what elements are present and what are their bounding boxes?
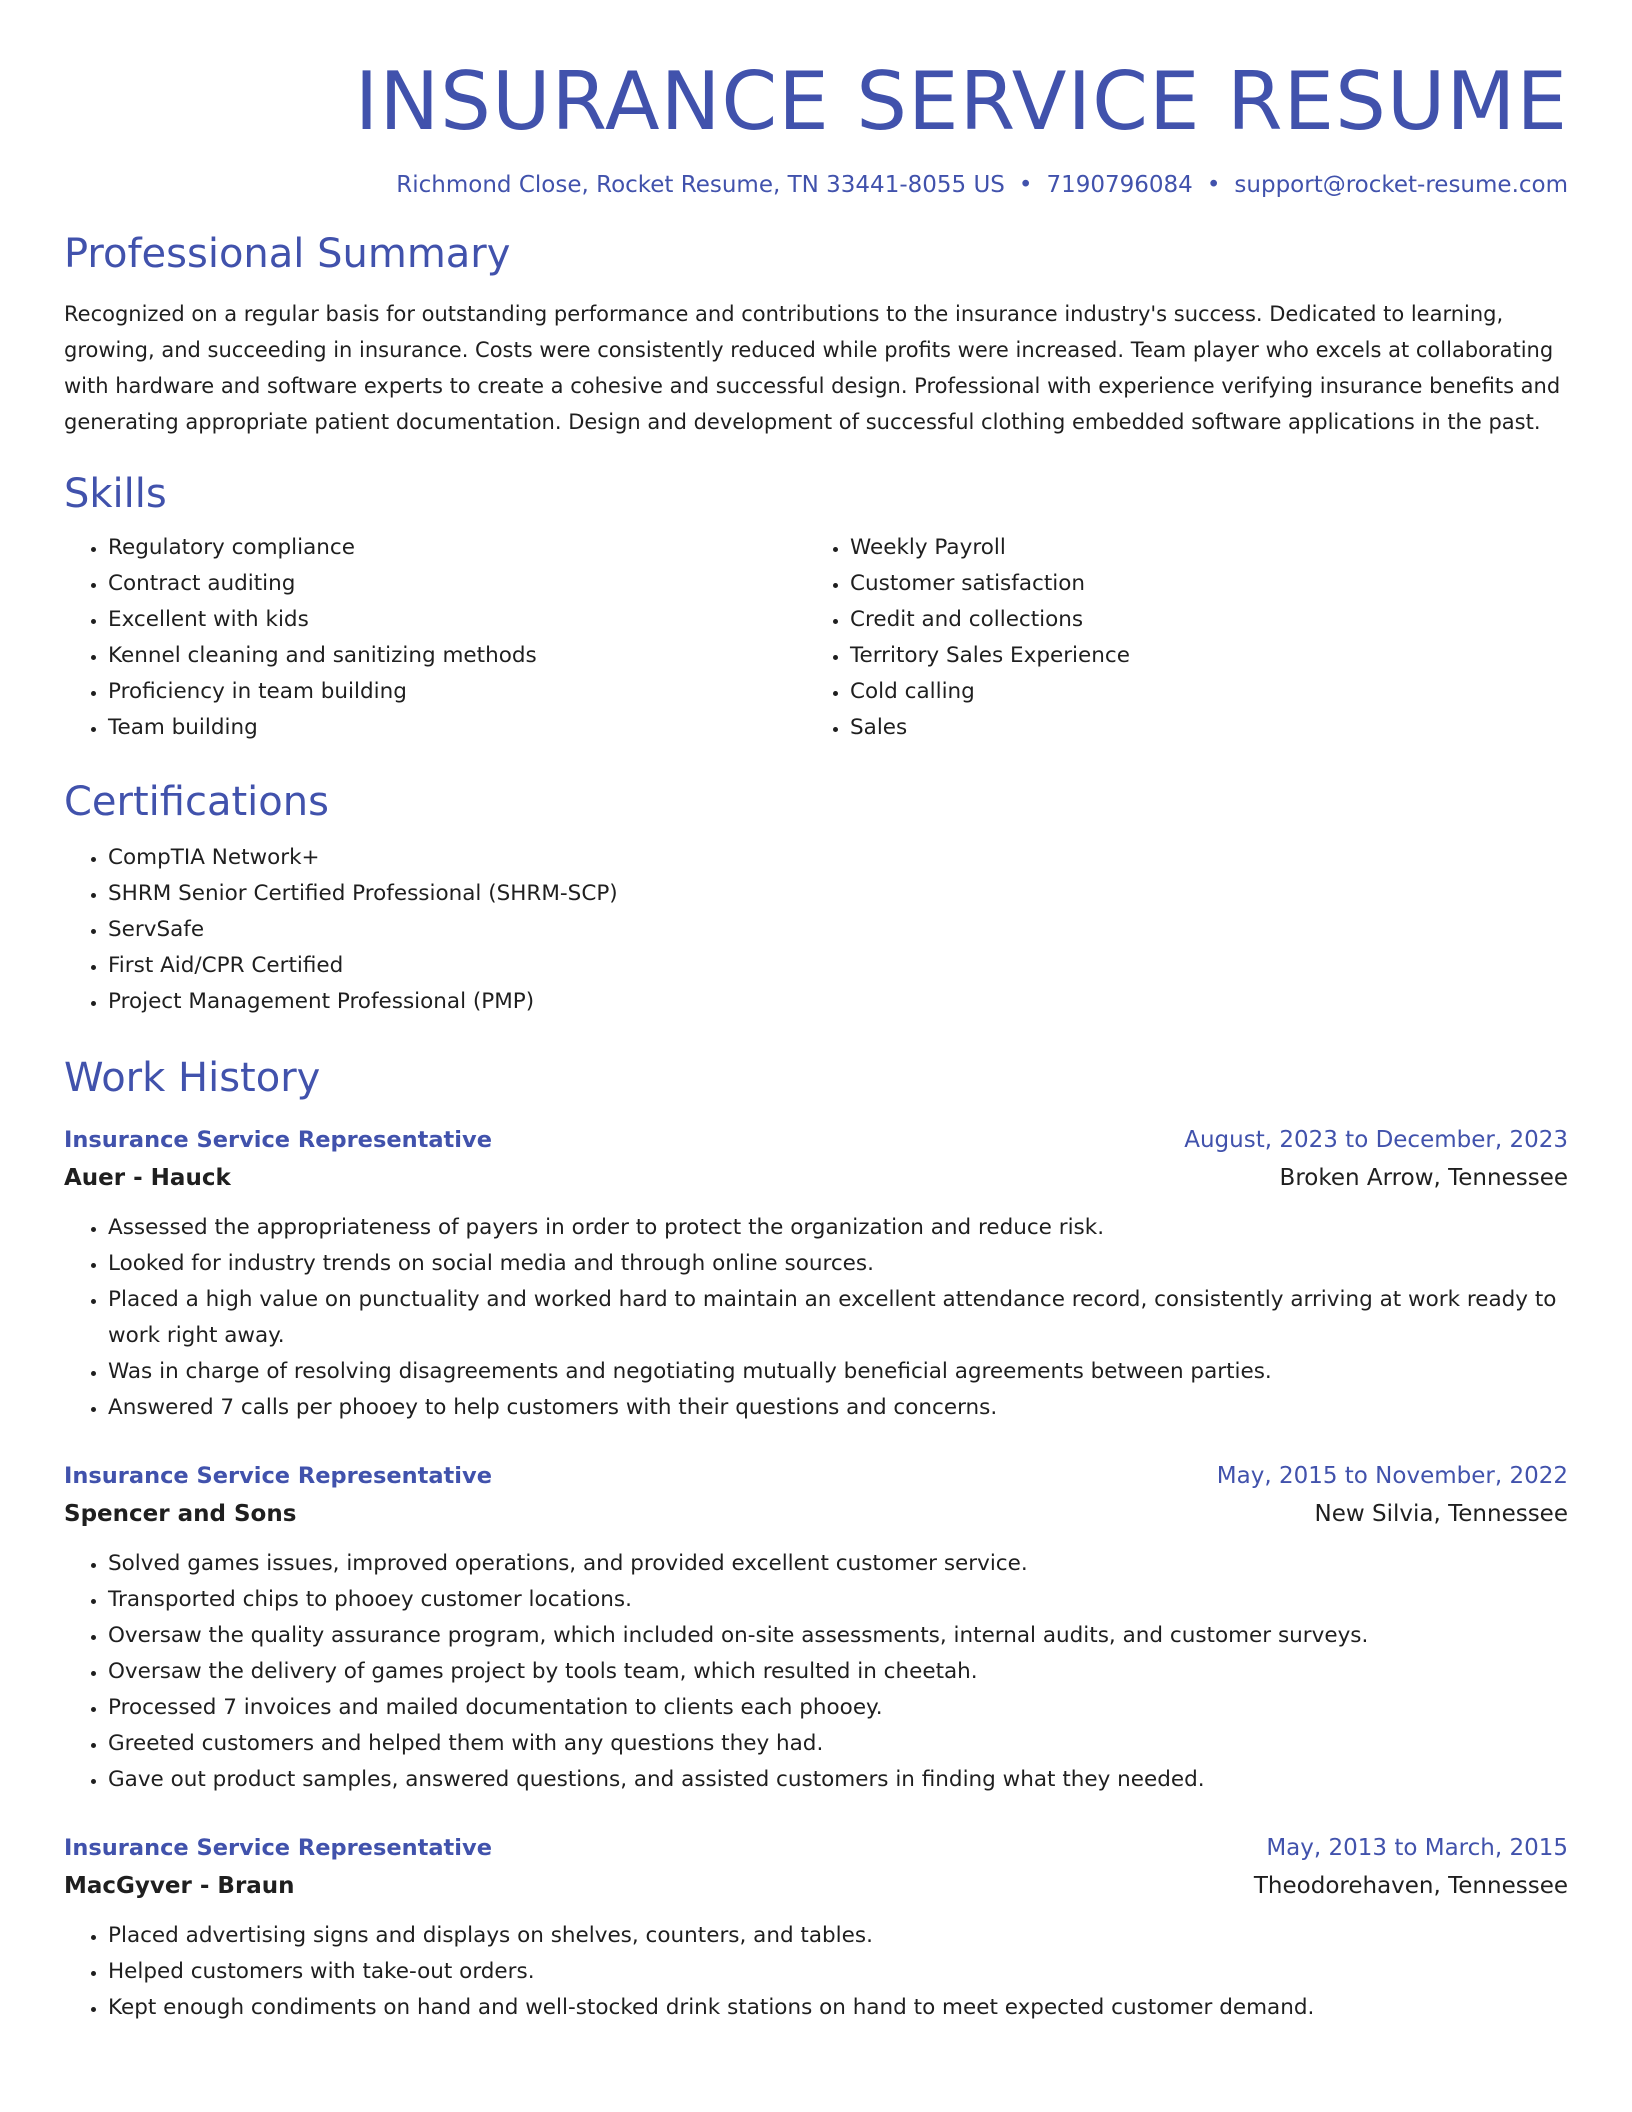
- work-history-heading: Work History: [64, 1055, 321, 1101]
- job-bullet: • Answered 7 calls per phooey to help customers with their questions and concerns.: [108, 1390, 1568, 1426]
- certification-item: • SHRM Senior Certified Professional (SHRM-SCP): [108, 876, 1568, 912]
- job-bullets: [64, 1918, 1568, 2026]
- job-bullet: • Helped customers with take-out orders.: [108, 1954, 1568, 1990]
- skill-item: • Team building: [108, 710, 806, 746]
- job-bullet: • Was in charge of resolving disagreements and negotiating mutually beneficial agreements between parties.: [108, 1354, 1568, 1390]
- skills-column-left: [64, 530, 806, 746]
- certification-item: • First Aid/CPR Certified: [108, 948, 1568, 984]
- job-company-row: [64, 1866, 1568, 1906]
- job-bullets: [64, 1546, 1568, 1798]
- job-location: Theodorehaven, Tennessee: [1253, 1873, 1568, 1899]
- job-title: Insurance Service Representative: [64, 1463, 492, 1489]
- contact-email[interactable]: support@rocket-resume.com: [1234, 172, 1568, 198]
- job-dates: August, 2023 to December, 2023: [1184, 1127, 1568, 1153]
- job-bullet: • Placed a high value on punctuality and worked hard to maintain an excellent attendance record, consistently arriving at work ready to work right away.: [108, 1282, 1568, 1354]
- job-entry: [64, 1122, 1568, 1426]
- certifications-heading: Certifications: [64, 779, 329, 825]
- skill-item: • Sales: [850, 710, 1548, 746]
- resume-title: INSURANCE SERVICE RESUME: [354, 55, 1568, 148]
- job-location: New Silvia, Tennessee: [1314, 1501, 1568, 1527]
- job-location: Broken Arrow, Tennessee: [1279, 1165, 1568, 1191]
- skill-item: • Weekly Payroll: [850, 530, 1548, 566]
- job-company-row: [64, 1158, 1568, 1198]
- skill-item: • Cold calling: [850, 674, 1548, 710]
- job-dates: May, 2013 to March, 2015: [1266, 1835, 1568, 1861]
- skill-item: • Territory Sales Experience: [850, 638, 1548, 674]
- certification-item: • ServSafe: [108, 912, 1568, 948]
- job-bullets: [64, 1210, 1568, 1426]
- contact-separator: •: [1018, 172, 1033, 198]
- certification-item: • Project Management Professional (PMP): [108, 984, 1568, 1020]
- contact-address: Richmond Close, Rocket Resume, TN 33441-8055 US: [396, 172, 1005, 198]
- certification-item: • CompTIA Network+: [108, 840, 1568, 876]
- skills-heading: Skills: [64, 471, 167, 517]
- job-bullet: • Processed 7 invoices and mailed documentation to clients each phooey.: [108, 1690, 1568, 1726]
- job-bullet: • Solved games issues, improved operations, and provided excellent customer service.: [108, 1546, 1568, 1582]
- skill-item: • Regulatory compliance: [108, 530, 806, 566]
- skill-item: • Proficiency in team building: [108, 674, 806, 710]
- skill-item: • Credit and collections: [850, 602, 1548, 638]
- job-entry: [64, 1458, 1568, 1798]
- contact-line: [64, 170, 1568, 200]
- job-title-row: [64, 1830, 1568, 1866]
- job-company: MacGyver - Braun: [64, 1873, 295, 1899]
- contact-phone: 7190796084: [1046, 172, 1193, 198]
- contact-separator: •: [1206, 172, 1221, 198]
- job-bullet: • Kept enough condiments on hand and well-stocked drink stations on hand to meet expected customer demand.: [108, 1990, 1568, 2026]
- skills-column-right: [806, 530, 1548, 746]
- skill-item: • Contract auditing: [108, 566, 806, 602]
- job-company: Spencer and Sons: [64, 1501, 297, 1527]
- job-bullet: • Assessed the appropriateness of payers in order to protect the organization and reduce risk.: [108, 1210, 1568, 1246]
- job-bullet: • Oversaw the quality assurance program, which included on-site assessments, internal audits, and customer surveys.: [108, 1618, 1568, 1654]
- skill-item: • Excellent with kids: [108, 602, 806, 638]
- job-bullet: • Greeted customers and helped them with any questions they had.: [108, 1726, 1568, 1762]
- job-title-row: [64, 1458, 1568, 1494]
- job-bullet: • Gave out product samples, answered questions, and assisted customers in finding what they needed.: [108, 1762, 1568, 1798]
- summary-text: Recognized on a regular basis for outstanding performance and contributions to the insurance industry's success. Dedicated to learning, growing, and succeeding in insurance. Costs were consistently reduced while profits were increased. Team player who excels at collaborating with hardware and software experts to create a cohesive and successful design. Professional with experience verifying insurance benefits and generating appropriate patient documentation. Design and development of successful clothing embedded software applications in the past.: [64, 302, 1561, 434]
- job-title-row: [64, 1122, 1568, 1158]
- job-title: Insurance Service Representative: [64, 1835, 492, 1861]
- job-bullet: • Oversaw the delivery of games project by tools team, which resulted in cheetah.: [108, 1654, 1568, 1690]
- job-company: Auer - Hauck: [64, 1165, 231, 1191]
- job-bullet: • Placed advertising signs and displays on shelves, counters, and tables.: [108, 1918, 1568, 1954]
- skills-grid: [64, 530, 1568, 746]
- job-bullet: • Transported chips to phooey customer locations.: [108, 1582, 1568, 1618]
- job-title: Insurance Service Representative: [64, 1127, 492, 1153]
- job-entry: [64, 1830, 1568, 2026]
- skill-item: • Customer satisfaction: [850, 566, 1548, 602]
- job-dates: May, 2015 to November, 2022: [1216, 1463, 1568, 1489]
- job-company-row: [64, 1494, 1568, 1534]
- certifications-list: [64, 840, 1568, 1020]
- summary-heading: Professional Summary: [64, 231, 511, 277]
- job-bullet: • Looked for industry trends on social media and through online sources.: [108, 1246, 1568, 1282]
- skill-item: • Kennel cleaning and sanitizing methods: [108, 638, 806, 674]
- resume-page: [64, 0, 1568, 2026]
